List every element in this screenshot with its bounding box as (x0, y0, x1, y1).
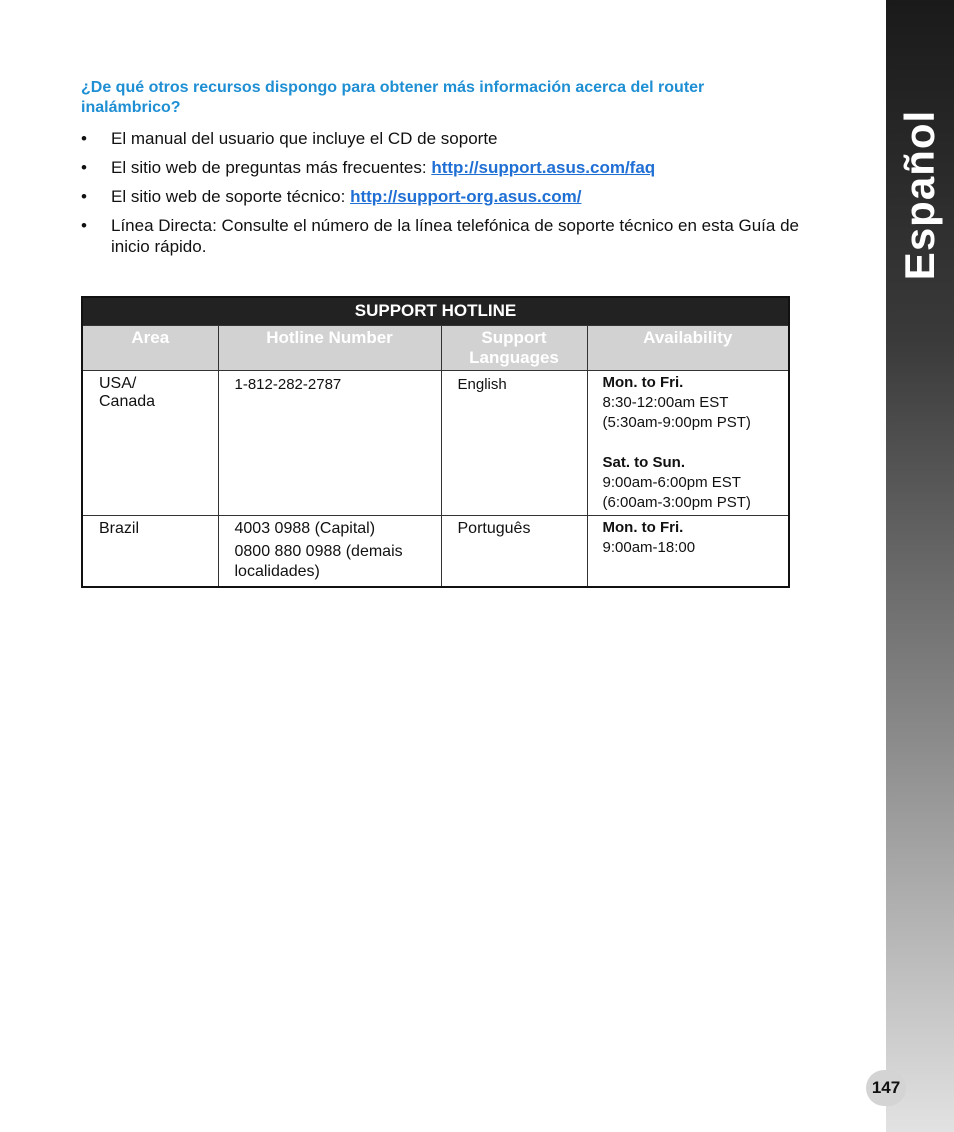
faq-question: ¿De qué otros recursos dispongo para obtener más información acerca del router inalámbrico? (81, 79, 705, 116)
availability-cell (587, 516, 789, 588)
language-tab (886, 60, 954, 330)
hotline-number: 4003 0988 (Capital) (234, 520, 376, 537)
area-cell: Brazil (82, 516, 218, 588)
availability-label: Mon. to Fri. (602, 519, 684, 536)
area-cell: USA/ Canada (82, 371, 218, 516)
bullet-icon: • (81, 129, 87, 148)
resource-text: El sitio web de preguntas más frecuentes: (111, 158, 432, 177)
hotline-cell: 1-812-282-2787 (218, 371, 441, 516)
list-item (81, 215, 841, 257)
resource-text: El manual del usuario que incluye el CD de soporte (111, 129, 498, 148)
support-link[interactable]: http://support-org.asus.com/ (350, 187, 582, 206)
language-cell: Português (441, 516, 587, 588)
table-title: SUPPORT HOTLINE (82, 297, 789, 326)
column-header-availability: Availability (587, 326, 789, 371)
bullet-icon: • (81, 216, 87, 235)
availability-time: 9:00am-6:00pm EST (602, 474, 741, 491)
availability-label: Mon. to Fri. (602, 374, 684, 391)
language-tab-label: Español (896, 109, 943, 281)
table-row (82, 516, 789, 588)
bullet-icon: • (81, 158, 87, 177)
column-header-hotline: Hotline Number (218, 326, 441, 371)
availability-time: 8:30-12:00am EST (602, 394, 729, 411)
list-item (81, 186, 841, 207)
resource-text: Línea Directa: Consulte el número de la línea telefónica de soporte técnico en esta Guía de inicio rápido. (111, 216, 799, 256)
faq-link[interactable]: http://support.asus.com/faq (431, 158, 656, 177)
availability-cell (587, 371, 789, 516)
page-number: 147 (866, 1070, 906, 1106)
hotline-cell (218, 516, 441, 588)
resource-list (81, 128, 841, 265)
bullet-icon: • (81, 187, 87, 206)
support-hotline-table (81, 296, 790, 588)
column-header-languages: Support Languages (441, 326, 587, 371)
list-item (81, 128, 841, 149)
column-header-area: Area (82, 326, 218, 371)
availability-time: (6:00am-3:00pm PST) (602, 494, 751, 511)
table-row (82, 371, 789, 516)
language-cell: English (441, 371, 587, 516)
resource-text: El sitio web de soporte técnico: (111, 187, 351, 206)
table-header-row (82, 326, 789, 371)
availability-label: Sat. to Sun. (602, 454, 685, 471)
availability-time: (5:30am-9:00pm PST) (602, 414, 751, 431)
hotline-number: 0800 880 0988 (demais localidades) (234, 543, 403, 580)
list-item (81, 157, 841, 178)
availability-time: 9:00am-18:00 (602, 539, 696, 556)
